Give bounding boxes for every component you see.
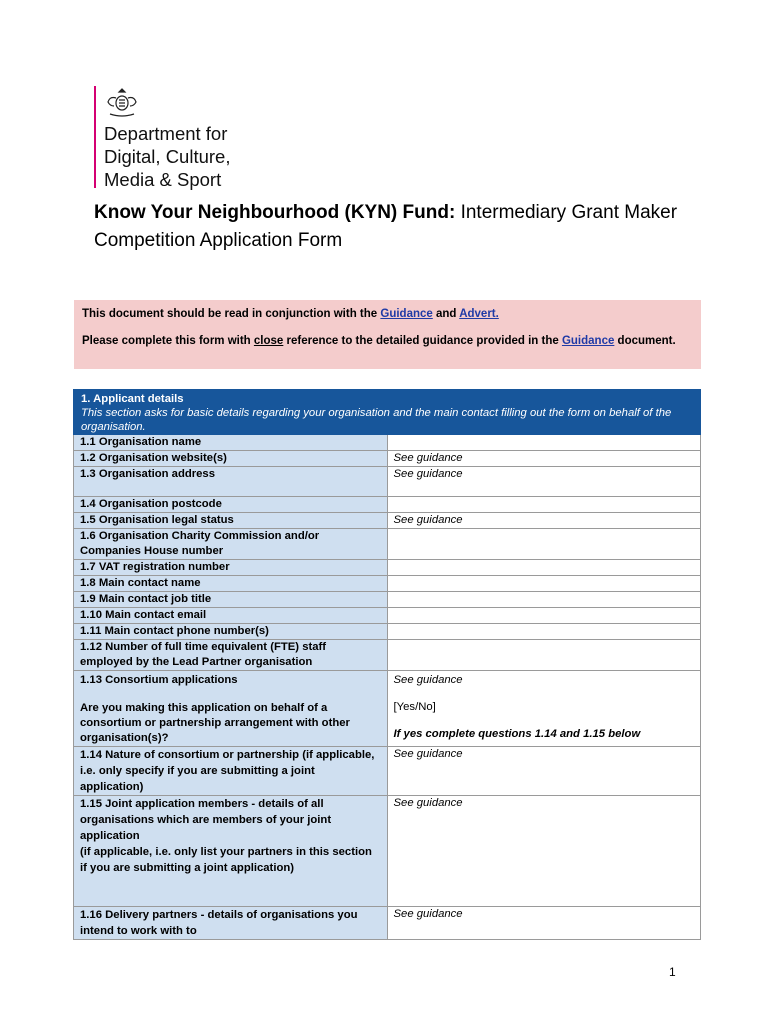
- field-label: 1.3 Organisation address: [74, 467, 388, 497]
- contact-job-title-field[interactable]: [387, 592, 701, 608]
- contact-email-field[interactable]: [387, 608, 701, 624]
- field-label: 1.10 Main contact email: [74, 608, 388, 624]
- table-row: [74, 497, 701, 513]
- notice-text: reference to the detailed guidance provided in the: [283, 335, 562, 347]
- legal-status-field[interactable]: See guidance: [387, 513, 701, 529]
- table-row: [74, 451, 701, 467]
- field-label: 1.7 VAT registration number: [74, 560, 388, 576]
- consortium-note: If yes complete questions 1.14 and 1.15 below: [393, 728, 641, 740]
- delivery-partners-field[interactable]: See guidance: [387, 907, 701, 940]
- consortium-nature-field[interactable]: See guidance: [387, 747, 701, 796]
- advert-link[interactable]: Advert.: [459, 308, 499, 320]
- table-row: [74, 907, 701, 940]
- royal-crest-icon: [106, 88, 138, 118]
- page-number: 1: [669, 965, 676, 979]
- guidance-link[interactable]: Guidance: [561, 335, 615, 347]
- field-label: 1.14 Nature of consortium or partnership (if applicable, i.e. only specify if you are submitting a joint application): [74, 747, 388, 796]
- section-header-row: [74, 390, 701, 435]
- logo-accent-bar: [94, 86, 96, 188]
- organisation-website-field[interactable]: See guidance: [387, 451, 701, 467]
- organisation-postcode-field[interactable]: [387, 497, 701, 513]
- field-label: 1.8 Main contact name: [74, 576, 388, 592]
- joint-members-label: 1.15 Joint application members - details of all organisations which are members of your joint application: [80, 798, 332, 842]
- table-row: [74, 592, 701, 608]
- guidance-link[interactable]: Guidance: [380, 308, 433, 320]
- department-name-line: Department for: [104, 123, 228, 144]
- field-label: 1.2 Organisation website(s): [74, 451, 388, 467]
- department-name: [104, 122, 230, 191]
- notice-text: and: [432, 308, 460, 320]
- department-name-line: Digital, Culture,: [104, 146, 231, 167]
- close-text: close: [253, 335, 284, 347]
- field-label: 1.16 Delivery partners - details of organisations you intend to work with to: [74, 907, 388, 940]
- title-bold: Know Your Neighbourhood (KYN) Fund:: [94, 202, 456, 223]
- yes-no-value: [Yes/No]: [393, 701, 436, 713]
- table-row: [74, 796, 701, 907]
- table-row: [74, 467, 701, 497]
- applicant-details-table: [73, 389, 701, 940]
- notice-text: This document should be read in conjunction with the: [82, 308, 381, 320]
- field-label: 1.4 Organisation postcode: [74, 497, 388, 513]
- table-row: [74, 435, 701, 451]
- vat-number-field[interactable]: [387, 560, 701, 576]
- contact-name-field[interactable]: [387, 576, 701, 592]
- notice-line-2: [82, 334, 693, 348]
- table-row: [74, 624, 701, 640]
- section-description: This section asks for basic details regarding your organisation and the main contact filling out the form on behalf of the organisation.: [81, 407, 672, 433]
- table-row: [74, 576, 701, 592]
- notice-line-1: [82, 307, 693, 321]
- field-label: 1.11 Main contact phone number(s): [74, 624, 388, 640]
- table-row: [74, 560, 701, 576]
- consortium-label: 1.13 Consortium applications: [80, 674, 238, 686]
- table-row: [74, 608, 701, 624]
- table-row: [74, 671, 701, 747]
- organisation-name-field[interactable]: [387, 435, 701, 451]
- joint-members-note: (if applicable, i.e. only list your partners in this section if you are submitting a joint application): [80, 846, 372, 874]
- section-title: 1. Applicant details: [81, 393, 184, 405]
- consortium-guidance: See guidance: [393, 674, 463, 686]
- field-label: 1.12 Number of full time equivalent (FTE) staff employed by the Lead Partner organisation: [74, 640, 388, 671]
- field-label: [74, 671, 388, 747]
- section-header: [74, 390, 701, 435]
- field-label: [74, 796, 388, 907]
- guidance-notice: [74, 300, 701, 369]
- consortium-field[interactable]: [387, 671, 701, 747]
- notice-text: Please complete this form with: [82, 335, 254, 347]
- contact-phone-field[interactable]: [387, 624, 701, 640]
- table-row: [74, 747, 701, 796]
- organisation-address-field[interactable]: See guidance: [387, 467, 701, 497]
- department-name-line: Media & Sport: [104, 169, 222, 190]
- charity-number-field[interactable]: [387, 529, 701, 560]
- title-rest: Intermediary Grant Maker Competition Application Form: [94, 202, 678, 251]
- field-label: 1.6 Organisation Charity Commission and/or Companies House number: [74, 529, 388, 560]
- document-title: [94, 199, 694, 255]
- fte-staff-field[interactable]: [387, 640, 701, 671]
- field-label: 1.1 Organisation name: [74, 435, 388, 451]
- field-label: 1.9 Main contact job title: [74, 592, 388, 608]
- table-row: [74, 640, 701, 671]
- table-row: [74, 513, 701, 529]
- joint-members-field[interactable]: See guidance: [387, 796, 701, 907]
- consortium-question: Are you making this application on behalf of a consortium or partnership arrangement with other organisation(s)?: [80, 702, 350, 744]
- notice-text: document.: [614, 335, 676, 347]
- table-row: [74, 529, 701, 560]
- field-label: 1.5 Organisation legal status: [74, 513, 388, 529]
